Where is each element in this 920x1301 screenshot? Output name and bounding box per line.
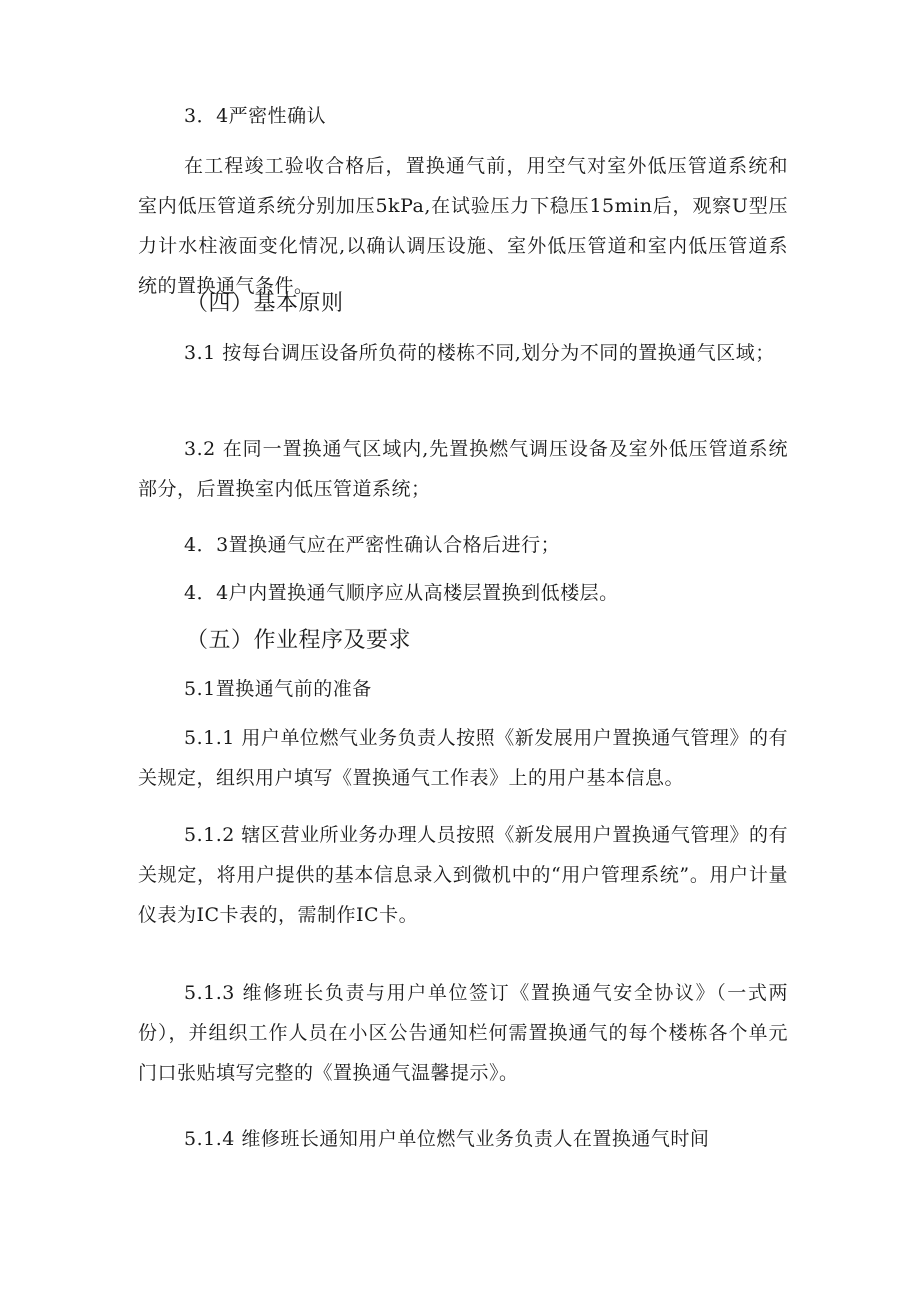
section-5-1-title: 5.1置换通气前的准备 [184,678,372,700]
paragraph-principle-4-3: 4．3置换通气应在严密性确认合格后进行； [184,534,561,556]
paragraph-principle-4-4: 4．4户内置换通气顺序应从高楼层置换到低楼层。 [184,582,619,604]
paragraph-5-1-1: 5.1.1 用户单位燃气业务负责人按照《新发展用户置换通气管理》的有关规定，组织用户填写《置换通气工作表》上的用户基本信息。 [138,727,788,789]
heading-procedure: （五）作业程序及要求 [186,628,412,653]
paragraph-principle-3-1: 3.1 按每台调压设备所负荷的楼栋不同,划分为不同的置换通气区域； [184,342,775,364]
section-3-4-title: 3．4严密性确认 [184,105,327,127]
paragraph-5-1-3: 5.1.3 维修班长负责与用户单位签订《置换通气安全协议》（一式两份），并组织工作人员在小区公告通知栏何需置换通气的每个楼栋各个单元门口张贴填写完整的《置换通气温馨提示》。 [138,982,788,1084]
heading-basic-principles: （四）基本原则 [186,291,344,316]
paragraph-5-1-2: 5.1.2 辖区营业所业务办理人员按照《新发展用户置换通气管理》的有关规定，将用户提供的基本信息录入到微机中的“用户管理系统”。用户计量仪表为IC卡表的，需制作IC卡。 [138,824,788,926]
paragraph-principle-3-2: 3.2 在同一置换通气区域内,先置换燃气调压设备及室外低压管道系统部分，后置换室内低压管道系统； [138,438,788,500]
paragraph-5-1-4: 5.1.4 维修班长通知用户单位燃气业务负责人在置换通气时间 [184,1128,710,1150]
paragraph-airtightness: 在工程竣工验收合格后，置换通气前，用空气对室外低压管道系统和室内低压管道系统分别加压5kPa,在试验压力下稳压15min后，观察U型压力计水柱液面变化情况,以确认调压设施、室外低压管道和室内低压管道系统的置换通气条件。 [138,155,788,297]
